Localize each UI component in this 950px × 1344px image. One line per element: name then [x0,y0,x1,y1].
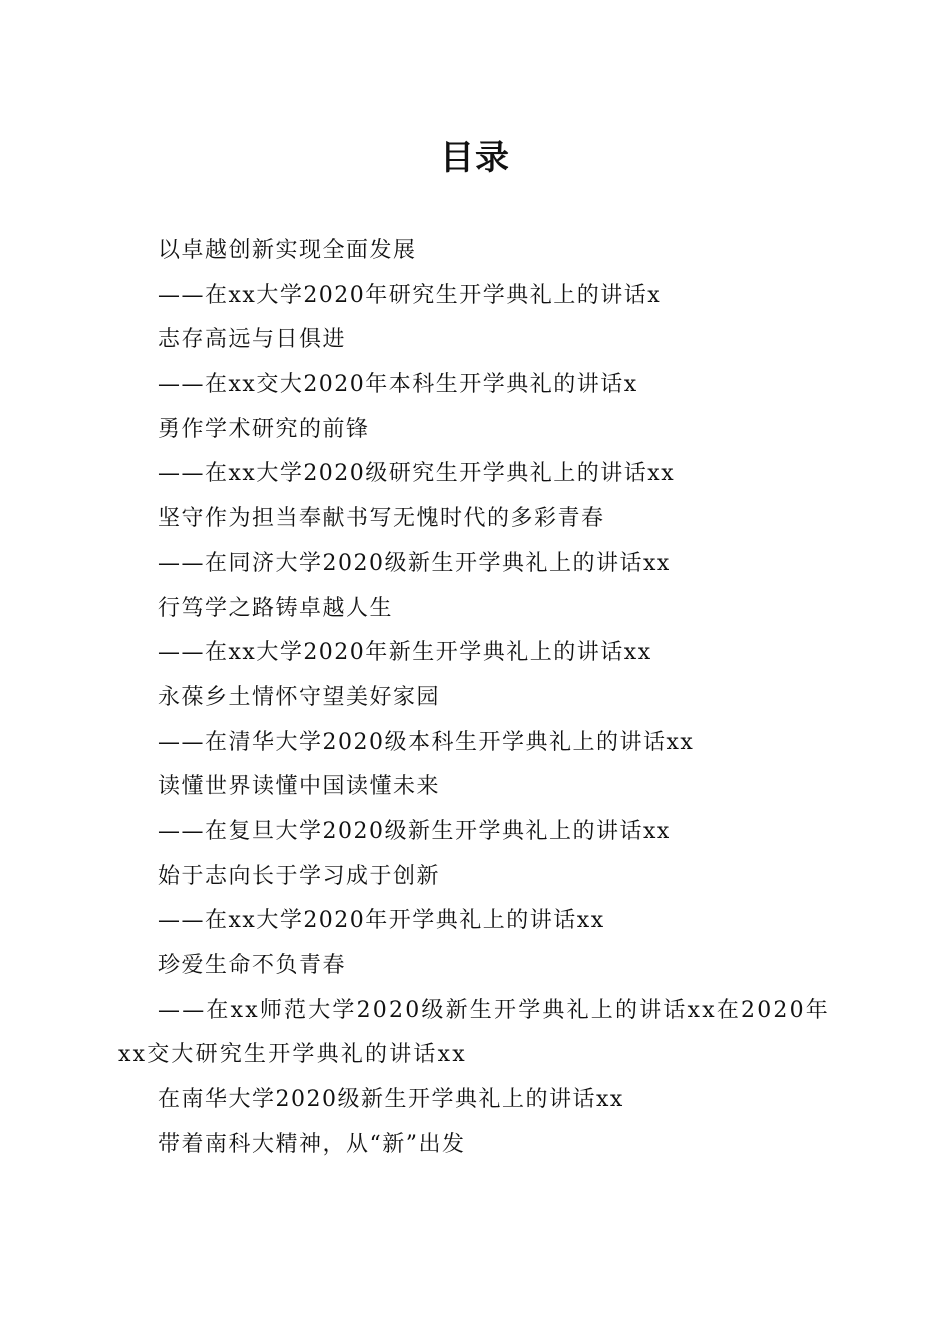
page-title: 目录 [440,138,510,178]
toc-entry: 永葆乡土情怀守望美好家园 [158,684,441,710]
toc-entry: 志存高远与日俱进 [158,327,347,353]
toc-entry: 在南华大学2020级新生开学典礼上的讲话xx [158,1087,624,1113]
toc-entry: 坚守作为担当奉献书写无愧时代的多彩青春 [158,506,605,532]
toc-entry-subtitle: ——在xx大学2020年新生开学典礼上的讲话xx [158,640,652,666]
toc-entry: 读懂世界读懂中国读懂未来 [158,774,441,800]
toc-entry-subtitle: ——在xx大学2020年开学典礼上的讲话xx [158,908,605,934]
toc-entry: 珍爱生命不负青春 [158,953,347,978]
toc-entry: 始于志向长于学习成于创新 [158,863,441,889]
table-of-contents [118,229,830,1167]
toc-entry: 勇作学术研究的前锋 [158,416,370,442]
toc-entry-subtitle: ——在xx师范大学2020级新生开学典礼上的讲话xx在2020年xx交大研究生开学典礼的讲话xx [118,997,831,1068]
toc-entry-subtitle: ——在xx大学2020年研究生开学典礼上的讲话x [158,282,662,308]
toc-entry: 行笃学之路铸卓越人生 [158,595,394,621]
toc-entry: 带着南科大精神，从“新”出发 [158,1131,466,1157]
toc-entry-subtitle: ——在清华大学2020级本科生开学典礼上的讲话xx [158,729,695,755]
toc-entry: 以卓越创新实现全面发展 [158,238,417,263]
toc-entry-subtitle: ——在同济大学2020级新生开学典礼上的讲话xx [158,550,671,576]
toc-entry-subtitle: ——在xx大学2020级研究生开学典礼上的讲话xx [158,461,676,487]
toc-entry-subtitle: ——在复旦大学2020级新生开学典礼上的讲话xx [158,818,671,844]
toc-entry-subtitle: ——在xx交大2020年本科生开学典礼的讲话x [158,372,638,398]
